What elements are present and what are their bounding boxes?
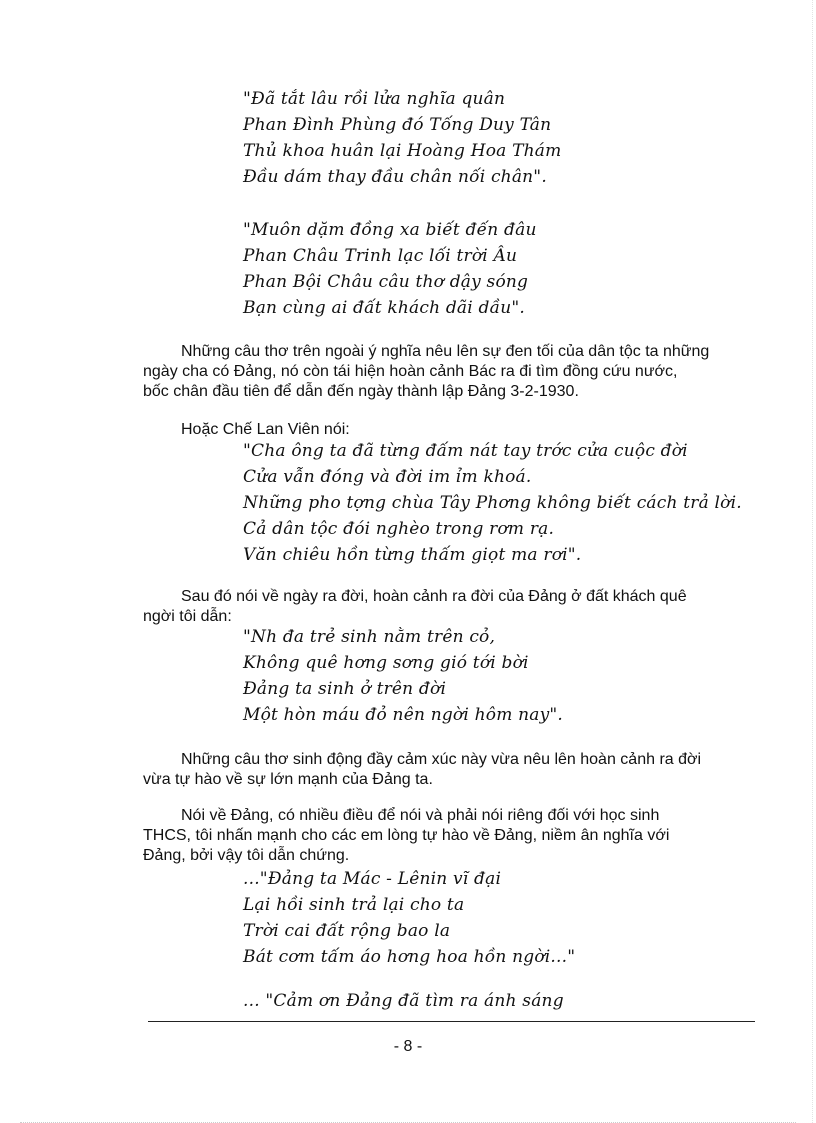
poem-stanza-4 [243,624,563,728]
paragraph-line: THCS, tôi nhấn mạnh cho các em lòng tự hào về Đảng, niềm ân nghĩa với [143,827,670,844]
paragraph-line: Đảng, bởi vậy tôi dẫn chứng. [143,847,350,864]
poem-line: Những pho tợng chùa Tây Phơng không biết cách trả lời. [243,493,742,513]
poem-stanza-1 [243,86,561,190]
poem-line: Không quê hơng sơng gió tới bời [243,653,529,673]
paragraph-line: Những câu thơ sinh động đầy cảm xúc này vừa nêu lên hoàn cảnh ra đời [181,751,702,768]
poem-line: Phan Châu Trinh lạc lối trời Âu [243,246,518,266]
paragraph-1 [143,342,747,402]
paragraph-5 [143,750,747,790]
poem-stanza-6 [243,988,564,1014]
poem-line: ..."Đảng ta Mác - Lênin vĩ đại [243,869,502,889]
poem-line: Thủ khoa huân lại Hoàng Hoa Thám [243,141,562,161]
poem-line: "Muôn dặm đồng xa biết đến đâu [243,220,537,240]
poem-line: Đầu dám thay đầu chân nối chân". [243,167,547,187]
poem-line: Văn chiêu hồn từng thấm giọt ma rơi". [243,545,582,565]
poem-line: "Cha ông ta đã từng đấm nát tay trớc cửa cuộc đời [243,441,688,461]
paragraph-line: Hoặc Chế Lan Viên nói: [181,421,350,438]
paragraph-6 [143,806,747,866]
poem-line: Cửa vẫn đóng và đời im ỉm khoá. [243,467,532,487]
paragraph-line: bốc chân đầu tiên để dẫn đến ngày thành lập Đảng 3-2-1930. [143,383,579,400]
poem-line: "Đã tắt lâu rồi lửa nghĩa quân [243,89,506,109]
page-right-border [812,0,813,1123]
poem-line: Lại hồi sinh trả lại cho ta [243,895,465,915]
poem-line: "Nh đa trẻ sinh nằm trên cỏ, [243,627,496,647]
poem-stanza-5 [243,866,575,970]
paragraph-4 [143,587,747,627]
poem-line: Một hòn máu đỏ nên ngời hôm nay". [243,705,564,725]
page-number: - 8 - [393,1038,423,1055]
poem-line: Cả dân tộc đói nghèo trong rơm rạ. [243,519,555,539]
paragraph-line: ngày cha có Đảng, nó còn tái hiện hoàn cảnh Bác ra đi tìm đồng cứu nước, [143,363,678,380]
paragraph-line: Nói về Đảng, có nhiều điều để nói và phải nói riêng đối với học sinh [181,807,660,824]
paragraph-line: ngời tôi dẫn: [143,608,232,625]
poem-stanza-3 [243,438,742,568]
poem-line: Phan Bội Châu câu thơ dậy sóng [243,272,529,292]
poem-line: Đảng ta sinh ở trên đời [243,679,447,699]
paragraph-line: vừa tự hào về sự lớn mạnh của Đảng ta. [143,771,433,788]
poem-line: Trời cai đất rộng bao la [243,921,451,941]
poem-line: Bát cơm tấm áo hơng hoa hồn ngời..." [243,947,576,967]
poem-line: Phan Đình Phùng đó Tống Duy Tân [243,115,552,135]
poem-line: ... "Cảm ơn Đảng đã tìm ra ánh sáng [243,991,564,1011]
poem-stanza-2 [243,217,537,321]
paragraph-line: Những câu thơ trên ngoài ý nghĩa nêu lên sự đen tối của dân tộc ta những [181,343,710,360]
paragraph-line: Sau đó nói về ngày ra đời, hoàn cảnh ra đời của Đảng ở đất khách quê [181,588,687,605]
poem-line: Bạn cùng ai đất khách dãi dầu". [243,298,525,318]
paragraph-intro-che-lan-vien [143,420,747,440]
footer-rule [148,1021,755,1022]
